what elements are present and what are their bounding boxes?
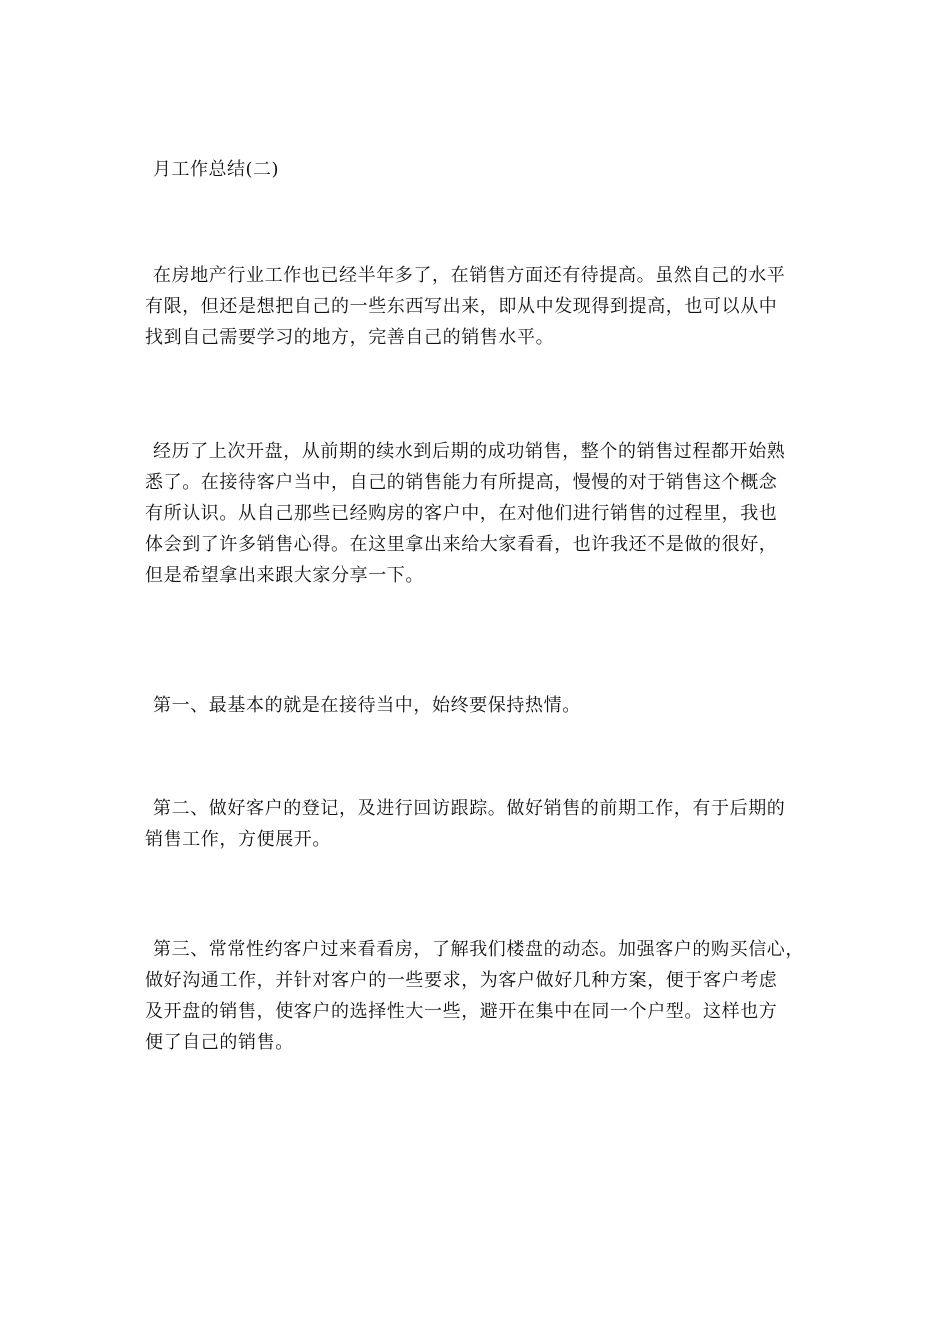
paragraph-intro — [145, 260, 815, 353]
paragraph-line: 销售工作，方便展开。 — [145, 829, 331, 850]
paragraph-line: 做好沟通工作，并针对客户的一些要求，为客户做好几种方案，便于客户考虑 — [145, 970, 778, 991]
paragraph-line: 找到自己需要学习的地方，完善自己的销售水平。 — [145, 327, 555, 348]
document-title: 月工作总结(二) — [153, 159, 280, 180]
paragraph-line: 及开盘的销售，使客户的选择性大一些，避开在集中在同一个户型。这样也方 — [145, 1001, 778, 1022]
paragraph-point-one — [145, 690, 815, 721]
paragraph-line: 便了自己的销售。 — [145, 1032, 294, 1053]
paragraph-line: 有所认识。从自己那些已经购房的客户中，在对他们进行销售的过程里，我也 — [145, 503, 778, 524]
paragraph-line: 经历了上次开盘，从前期的续水到后期的成功销售，整个的销售过程都开始熟 — [153, 441, 786, 462]
paragraph-point-three — [145, 934, 815, 1058]
paragraph-line: 在房地产行业工作也已经半年多了，在销售方面还有待提高。虽然自己的水平 — [153, 265, 786, 286]
paragraph-line: 体会到了许多销售心得。在这里拿出来给大家看看，也许我还不是做的很好， — [145, 534, 778, 555]
paragraph-experience — [145, 436, 815, 591]
paragraph-line: 第二、做好客户的登记，及进行回访跟踪。做好销售的前期工作，有于后期的 — [153, 798, 786, 819]
paragraph-line: 第一、最基本的就是在接待当中，始终要保持热情。 — [153, 695, 581, 716]
paragraph-line: 有限，但还是想把自己的一些东西写出来，即从中发现得到提高，也可以从中 — [145, 296, 778, 317]
paragraph-point-two — [145, 793, 815, 855]
paragraph-line: 第三、常常性约客户过来看看房，了解我们楼盘的动态。加强客户的购买信心， — [153, 939, 804, 960]
paragraph-line: 悉了。在接待客户当中，自己的销售能力有所提高，慢慢的对于销售这个概念 — [145, 472, 778, 493]
paragraph-line: 但是希望拿出来跟大家分享一下。 — [145, 565, 424, 586]
